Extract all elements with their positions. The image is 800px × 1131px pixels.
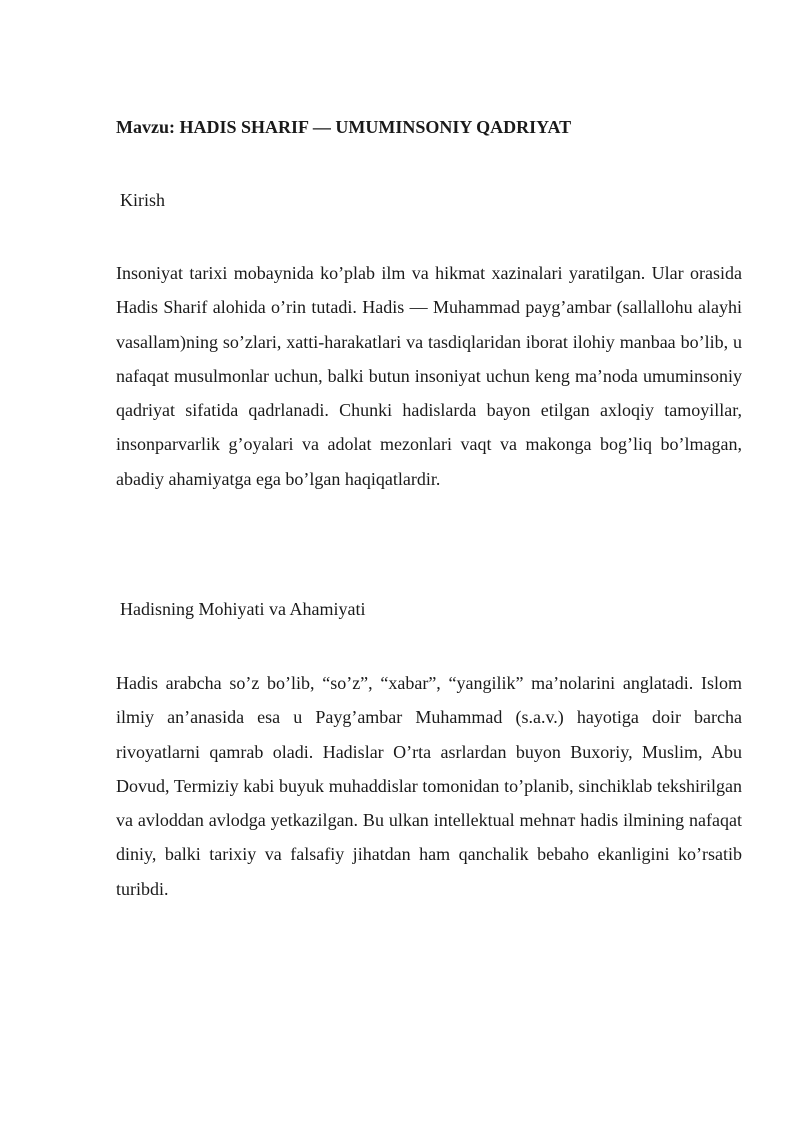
section-paragraph-kirish: Insoniyat tarixi mobaynida ko’plab ilm va hikmat xazinalari yaratilgan. Ular orasida Hadis Sharif alohida o’rin tutadi. Hadis — Muhammad payg’ambar (sallallohu alayhi vasallam)ning so’zlari, xatti-harakatlari va tasdiqlaridan iborat ilohiy manbaa bo’lib, u nafaqat musulmonlar uchun, balki butun insoniyat uchun keng ma’noda umuminsoniy qadriyat sifatida qadrlanadi. Chunki hadislarda bayon etilgan axloqiy tamoyillar, insonparvarlik g’oyalari va adolat mezonlari vaqt va makonga bog’liq bo’lmagan, abadiy ahamiyatga ega bo’lgan haqiqatlardir. <box>116 263 742 489</box>
section-paragraph-mohiyati: Hadis arabcha so’z bo’lib, “so’z”, “xabar”, “yangilik” ma’nolarini anglatadi. Islom ilmiy an’anasida esa u Payg’ambar Muhammad (s.a.v.) hayotiga doir barcha rivoyatlarni qamrab oladi. Hadislar O’rta asrlardan buyon Buxoriy, Muslim, Abu Dovud, Termiziy kabi buyuk muhaddislar tomonidan to’planib, sinchiklab tekshirilgan va avloddan avlodga yetkazilgan. Bu ulkan intellektual mehnaт hadis ilmining nafaqat diniy, balki tarixiy va falsafiy jihatdan ham qanchalik bebaho ekanligini ko’rsatib turibdi. <box>116 673 742 899</box>
document-title: Mavzu: HADIS SHARIF — UMUMINSONIY QADRIYAT <box>116 117 572 137</box>
section-heading-kirish: Kirish <box>120 190 165 210</box>
section-heading-mohiyati: Hadisning Mohiyati va Ahamiyati <box>120 599 366 619</box>
